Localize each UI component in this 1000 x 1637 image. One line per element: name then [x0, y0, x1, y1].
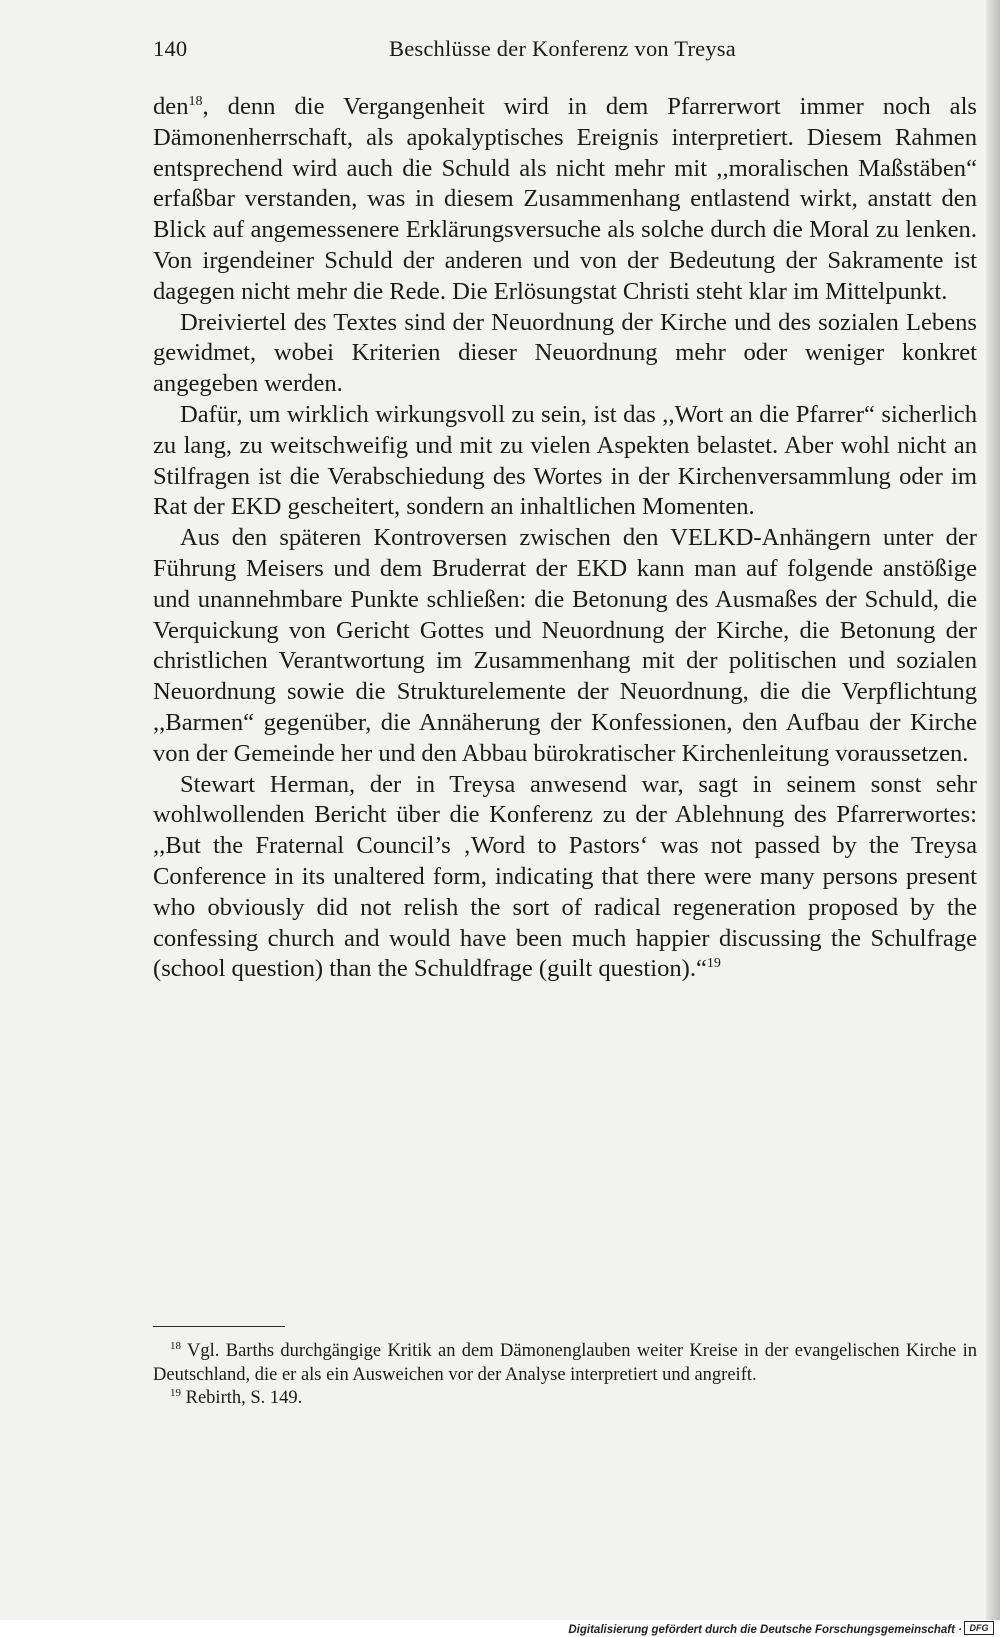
running-title: Beschlüsse der Konferenz von Treysa [389, 36, 736, 61]
paragraph-text: , denn die Vergangenheit wird in dem Pfarrerwort immer noch als Dämonenherrschaft, als apokalyptisches Ereignis interpretiert. Diesem Rahmen entsprechend wird auch die Schuld als nicht mehr mit ,,moralischen Maßstäben“ erfaßbar verstanden, was in diesem Zusammenhang entlastend wirkt, anstatt den Blick auf angemessenere Erklärungsversuche als solche durch die Moral zu lenken. Von irgendeiner Schuld der anderen und von der Bedeutung der Sakramente ist dagegen nicht mehr die Rede. Die Erlösungstat Christi steht klar im Mittelpunkt. [153, 93, 977, 305]
paragraph-text: Stewart Herman, der in Treysa anwesend war, sagt in seinem sonst sehr wohlwollenden Bericht über die Konferenz zu der Ablehnung des Pfarrerwortes: ,,But the Fraternal Council’s ‚Word to Pastors‘ was not passed by the Treysa Conference in its unaltered form, indicating that there were many persons present who obviously did not relish the sort of radical regeneration proposed by the confessing church and would have been much happier discussing the Schulfrage (school question) than the Schuldfrage (guilt question).“ [153, 770, 977, 983]
paragraph-4: Aus den späteren Kontroversen zwischen den VELKD-Anhängern unter der Führung Meisers und dem Bruderrat der EKD kann man auf folgende anstößige und unannehmbare Punkte schließen: die Betonung des Ausmaßes der Schuld, die Verquickung von Gericht Gottes und Neuordnung der Kirche, die Betonung der christlichen Verantwortung im Zusammenhang mit der politischen und sozialen Neuordnung sowie die Strukturelemente der Neuordnung, die die Verpflichtung ,,Barmen“ gegenüber, die Annäherung der Konfessionen, den Aufbau der Kirche von der Gemeinde her und den Abbau bürokratischer Kirchenleitung voraussetzen. [153, 524, 977, 767]
footnote-rule [153, 1326, 285, 1327]
dfg-logo: DFG [964, 1621, 994, 1635]
footnote-number: 18 [170, 1339, 181, 1352]
running-head [153, 36, 923, 70]
digitization-footer [0, 1620, 1000, 1637]
paragraph-5 [153, 770, 977, 986]
footnote-ref-18: 18 [188, 93, 203, 109]
body-text [153, 92, 977, 985]
paragraph-2: Dreiviertel des Textes sind der Neuordnung der Kirche und des sozialen Lebens gewidmet, wobei Kriterien dieser Neuordnung mehr oder weniger konkret angegeben werden. [153, 308, 977, 398]
page-binding-edge [986, 0, 1000, 1620]
page-number: 140 [153, 36, 188, 61]
footnote-text: Vgl. Barths durchgängige Kritik an dem Dämonenglauben weiter Kreise in der evangelischen Kirche in Deutschland, die er als ein Ausweichen vor der Analyse interpretiert und angreift. [153, 1341, 978, 1385]
footnote-ref-19: 19 [706, 956, 721, 972]
paragraph-text: den [153, 93, 189, 120]
paragraph-1 [153, 92, 977, 308]
footnote-number: 19 [170, 1386, 181, 1399]
footnote-18 [153, 1340, 977, 1387]
footnotes [153, 1340, 977, 1411]
footnote-text: Rebirth, S. 149. [185, 1388, 303, 1408]
digitization-credit: Digitalisierung gefördert durch die Deutsche Forschungsgemeinschaft · [568, 1624, 962, 1636]
paragraph-3: Dafür, um wirklich wirkungsvoll zu sein, ist das ,,Wort an die Pfarrer“ sicherlich zu lang, zu weitschweifig und mit zu vielen Aspekten belastet. Aber wohl nicht an Stilfragen ist die Verabschiedung des Wortes in der Kirchenversammlung oder im Rat der EKD gescheitert, sondern an inhaltlichen Momenten. [153, 400, 977, 521]
footnote-19 [153, 1387, 977, 1411]
